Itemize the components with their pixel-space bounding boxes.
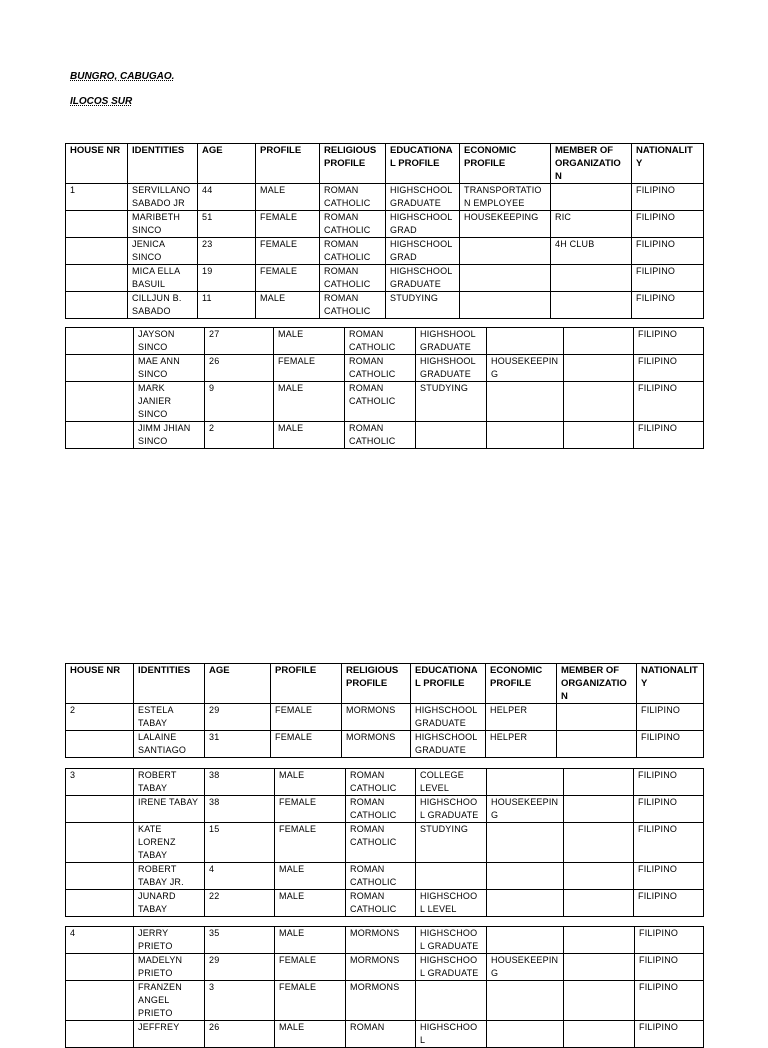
- cell-educational-profile: HIGHSCHOOL GRADUATE: [416, 796, 487, 823]
- cell-nationality: FILIPINO: [634, 422, 704, 449]
- header-identities: IDENTITIES: [128, 144, 198, 184]
- cell-profile: FEMALE: [256, 211, 320, 238]
- cell-age: 11: [198, 292, 256, 319]
- cell-religious-profile: MORMONS: [346, 981, 416, 1021]
- cell-economic-profile: [487, 328, 564, 355]
- cell-economic-profile: [487, 863, 564, 890]
- cell-educational-profile: HIGHSCHOOL LEVEL: [416, 890, 487, 917]
- cell-economic-profile: [487, 981, 564, 1021]
- cell-identities: IRENE TABAY: [134, 796, 205, 823]
- cell-economic-profile: HOUSEKEEPING: [487, 954, 564, 981]
- header-house-nr: HOUSE NR: [66, 144, 128, 184]
- table-row: [66, 823, 704, 863]
- cell-educational-profile: HIGHSCHOOL GRADUATE: [416, 927, 487, 954]
- cell-age: 3: [205, 981, 275, 1021]
- cell-nationality: FILIPINO: [632, 211, 704, 238]
- cell-member-of-organization: [551, 265, 632, 292]
- table-row: [66, 292, 704, 319]
- cell-identities: MARIBETH SINCO: [128, 211, 198, 238]
- cell-economic-profile: HELPER: [486, 731, 557, 758]
- location-line-1: BUNGRO, CABUGAO.: [70, 71, 175, 82]
- cell-educational-profile: [416, 422, 487, 449]
- cell-identities: JUNARD TABAY: [134, 890, 205, 917]
- cell-religious-profile: MORMONS: [342, 704, 411, 731]
- cell-religious-profile: MORMONS: [346, 954, 416, 981]
- cell-age: 9: [205, 382, 274, 422]
- table-row: [66, 981, 704, 1021]
- cell-identities: MAE ANN SINCO: [134, 355, 205, 382]
- cell-religious-profile: ROMAN CATHOLIC: [345, 382, 416, 422]
- cell-nationality: FILIPINO: [634, 796, 704, 823]
- cell-age: 38: [205, 796, 275, 823]
- cell-house-nr: [66, 954, 134, 981]
- cell-age: 44: [198, 184, 256, 211]
- cell-profile: FEMALE: [275, 796, 346, 823]
- cell-identities: JERRY PRIETO: [134, 927, 205, 954]
- cell-economic-profile: [487, 890, 564, 917]
- cell-identities: LALAINE SANTIAGO: [134, 731, 205, 758]
- table-row: [66, 328, 704, 355]
- cell-religious-profile: ROMAN CATHOLIC: [346, 890, 416, 917]
- cell-educational-profile: HIGHSCHOOL GRADUATE: [386, 265, 460, 292]
- cell-age: 31: [205, 731, 271, 758]
- cell-member-of-organization: [551, 292, 632, 319]
- cell-educational-profile: [416, 981, 487, 1021]
- cell-identities: MADELYN PRIETO: [134, 954, 205, 981]
- cell-age: 29: [205, 704, 271, 731]
- cell-member-of-organization: [564, 382, 634, 422]
- cell-age: 27: [205, 328, 274, 355]
- cell-member-of-organization: 4H CLUB: [551, 238, 632, 265]
- table-row: [66, 954, 704, 981]
- cell-economic-profile: TRANSPORTATION EMPLOYEE: [460, 184, 551, 211]
- header-educational-profile: EDUCATIONAL PROFILE: [386, 144, 460, 184]
- cell-house-nr: 2: [66, 704, 134, 731]
- cell-profile: MALE: [275, 1021, 346, 1048]
- cell-educational-profile: STUDYING: [416, 823, 487, 863]
- cell-nationality: FILIPINO: [637, 704, 704, 731]
- cell-profile: MALE: [274, 328, 345, 355]
- header-nationality: NATIONALITY: [637, 664, 704, 704]
- cell-house-nr: 1: [66, 184, 128, 211]
- cell-profile: MALE: [274, 422, 345, 449]
- cell-religious-profile: ROMAN CATHOLIC: [346, 863, 416, 890]
- cell-nationality: FILIPINO: [632, 238, 704, 265]
- cell-house-nr: [66, 292, 128, 319]
- table-row: [66, 890, 704, 917]
- table-row: [66, 1021, 704, 1048]
- cell-educational-profile: HIGHSHOOL GRADUATE: [416, 355, 487, 382]
- cell-religious-profile: MORMONS: [342, 731, 411, 758]
- cell-house-nr: [66, 796, 134, 823]
- cell-nationality: FILIPINO: [634, 355, 704, 382]
- cell-identities: CILLJUN B. SABADO: [128, 292, 198, 319]
- cell-profile: FEMALE: [274, 355, 345, 382]
- cell-religious-profile: ROMAN: [346, 1021, 416, 1048]
- cell-economic-profile: [487, 769, 564, 796]
- cell-identities: KATE LORENZ TABAY: [134, 823, 205, 863]
- cell-profile: MALE: [256, 292, 320, 319]
- cell-educational-profile: HIGHSCHOOL: [416, 1021, 487, 1048]
- cell-economic-profile: [460, 238, 551, 265]
- table-row: [66, 238, 704, 265]
- table-body: [66, 328, 704, 449]
- cell-profile: MALE: [274, 382, 345, 422]
- cell-educational-profile: HIGHSCHOOL GRADUATE: [416, 954, 487, 981]
- cell-age: 22: [205, 890, 275, 917]
- cell-identities: SERVILLANO SABADO JR: [128, 184, 198, 211]
- cell-religious-profile: ROMAN CATHOLIC: [345, 422, 416, 449]
- cell-profile: FEMALE: [256, 265, 320, 292]
- cell-nationality: FILIPINO: [635, 927, 704, 954]
- table-row: [66, 265, 704, 292]
- cell-educational-profile: HIGHSCHOOL GRAD: [386, 238, 460, 265]
- cell-economic-profile: [487, 382, 564, 422]
- cell-nationality: FILIPINO: [634, 863, 704, 890]
- cell-identities: JENICA SINCO: [128, 238, 198, 265]
- table-header-row: [66, 144, 704, 184]
- census-table-5: [65, 926, 704, 1048]
- cell-nationality: FILIPINO: [634, 382, 704, 422]
- census-table-1: [65, 143, 704, 319]
- cell-member-of-organization: [564, 328, 634, 355]
- cell-age: 19: [198, 265, 256, 292]
- cell-identities: MARK JANIER SINCO: [134, 382, 205, 422]
- table-row: [66, 796, 704, 823]
- cell-nationality: FILIPINO: [632, 265, 704, 292]
- header-house-nr: HOUSE NR: [66, 664, 134, 704]
- cell-religious-profile: MORMONS: [346, 927, 416, 954]
- cell-identities: MICA ELLA BASUIL: [128, 265, 198, 292]
- cell-religious-profile: ROMAN CATHOLIC: [346, 796, 416, 823]
- cell-profile: FEMALE: [275, 823, 346, 863]
- cell-economic-profile: [460, 292, 551, 319]
- cell-member-of-organization: [557, 704, 637, 731]
- cell-house-nr: [66, 238, 128, 265]
- cell-member-of-organization: [557, 731, 637, 758]
- cell-economic-profile: [487, 422, 564, 449]
- cell-house-nr: [66, 863, 134, 890]
- cell-age: 15: [205, 823, 275, 863]
- cell-religious-profile: ROMAN CATHOLIC: [346, 823, 416, 863]
- cell-nationality: FILIPINO: [632, 184, 704, 211]
- cell-religious-profile: ROMAN CATHOLIC: [345, 328, 416, 355]
- cell-identities: FRANZEN ANGEL PRIETO: [134, 981, 205, 1021]
- census-table-4: [65, 768, 704, 917]
- cell-profile: MALE: [275, 927, 346, 954]
- cell-economic-profile: [487, 823, 564, 863]
- cell-educational-profile: HIGHSCHOOL GRADUATE: [411, 731, 486, 758]
- cell-age: 35: [205, 927, 275, 954]
- cell-house-nr: [66, 422, 134, 449]
- table-row: [66, 184, 704, 211]
- cell-member-of-organization: [564, 422, 634, 449]
- cell-age: 23: [198, 238, 256, 265]
- cell-member-of-organization: [564, 796, 634, 823]
- cell-nationality: FILIPINO: [634, 769, 704, 796]
- cell-economic-profile: HELPER: [486, 704, 557, 731]
- table-header-row: [66, 664, 704, 704]
- cell-identities: JEFFREY: [134, 1021, 205, 1048]
- cell-member-of-organization: [564, 890, 634, 917]
- cell-age: 29: [205, 954, 275, 981]
- table-row: [66, 704, 704, 731]
- census-table-2: [65, 327, 704, 449]
- header-economic-profile: ECONOMIC PROFILE: [460, 144, 551, 184]
- cell-member-of-organization: [564, 863, 634, 890]
- header-age: AGE: [198, 144, 256, 184]
- cell-religious-profile: ROMAN CATHOLIC: [346, 769, 416, 796]
- cell-member-of-organization: [564, 769, 634, 796]
- cell-identities: JIMM JHIAN SINCO: [134, 422, 205, 449]
- table-body: [66, 769, 704, 917]
- header-religious-profile: RELIGIOUS PROFILE: [320, 144, 386, 184]
- table-row: [66, 422, 704, 449]
- header-age: AGE: [205, 664, 271, 704]
- cell-nationality: FILIPINO: [634, 890, 704, 917]
- cell-profile: FEMALE: [271, 704, 342, 731]
- cell-age: 26: [205, 1021, 275, 1048]
- cell-age: 38: [205, 769, 275, 796]
- cell-religious-profile: ROMAN CATHOLIC: [320, 211, 386, 238]
- cell-economic-profile: HOUSEKEEPING: [487, 355, 564, 382]
- cell-member-of-organization: [564, 355, 634, 382]
- cell-identities: ROBERT TABAY: [134, 769, 205, 796]
- cell-religious-profile: ROMAN CATHOLIC: [320, 265, 386, 292]
- table-body: [66, 664, 704, 758]
- header-identities: IDENTITIES: [134, 664, 205, 704]
- cell-house-nr: [66, 382, 134, 422]
- cell-nationality: FILIPINO: [635, 981, 704, 1021]
- cell-age: 51: [198, 211, 256, 238]
- cell-economic-profile: [487, 927, 564, 954]
- cell-educational-profile: HIGHSCHOOL GRAD: [386, 211, 460, 238]
- table-row: [66, 927, 704, 954]
- cell-educational-profile: COLLEGE LEVEL: [416, 769, 487, 796]
- header-religious-profile: RELIGIOUS PROFILE: [342, 664, 411, 704]
- cell-educational-profile: STUDYING: [416, 382, 487, 422]
- cell-profile: MALE: [256, 184, 320, 211]
- cell-nationality: FILIPINO: [634, 328, 704, 355]
- cell-house-nr: [66, 328, 134, 355]
- census-table-3: [65, 663, 704, 758]
- cell-economic-profile: HOUSEKEEPING: [460, 211, 551, 238]
- cell-profile: MALE: [275, 769, 346, 796]
- cell-profile: MALE: [275, 890, 346, 917]
- cell-nationality: FILIPINO: [635, 1021, 704, 1048]
- cell-profile: MALE: [275, 863, 346, 890]
- header-profile: PROFILE: [271, 664, 342, 704]
- header-member-of-organization: MEMBER OF ORGANIZATION: [557, 664, 637, 704]
- cell-house-nr: [66, 355, 134, 382]
- cell-house-nr: 4: [66, 927, 134, 954]
- cell-profile: FEMALE: [275, 954, 346, 981]
- cell-age: 2: [205, 422, 274, 449]
- table-body: [66, 144, 704, 319]
- location-line-2: ILOCOS SUR: [70, 96, 133, 107]
- cell-educational-profile: STUDYING: [386, 292, 460, 319]
- cell-house-nr: [66, 265, 128, 292]
- cell-member-of-organization: [564, 981, 635, 1021]
- cell-house-nr: [66, 981, 134, 1021]
- table-row: [66, 769, 704, 796]
- cell-nationality: FILIPINO: [637, 731, 704, 758]
- table-body: [66, 927, 704, 1048]
- cell-member-of-organization: [551, 184, 632, 211]
- cell-member-of-organization: [564, 927, 635, 954]
- cell-identities: ROBERT TABAY JR.: [134, 863, 205, 890]
- cell-house-nr: [66, 823, 134, 863]
- cell-educational-profile: HIGHSCHOOL GRADUATE: [386, 184, 460, 211]
- cell-economic-profile: HOUSEKEEPING: [487, 796, 564, 823]
- cell-house-nr: 3: [66, 769, 134, 796]
- cell-member-of-organization: [564, 1021, 635, 1048]
- cell-educational-profile: HIGHSHOOL GRADUATE: [416, 328, 487, 355]
- cell-religious-profile: ROMAN CATHOLIC: [345, 355, 416, 382]
- cell-member-of-organization: [564, 823, 634, 863]
- header-profile: PROFILE: [256, 144, 320, 184]
- cell-nationality: FILIPINO: [632, 292, 704, 319]
- table-row: [66, 863, 704, 890]
- cell-member-of-organization: [564, 954, 635, 981]
- cell-educational-profile: HIGHSCHOOL GRADUATE: [411, 704, 486, 731]
- cell-member-of-organization: RIC: [551, 211, 632, 238]
- table-row: [66, 211, 704, 238]
- cell-religious-profile: ROMAN CATHOLIC: [320, 184, 386, 211]
- cell-profile: FEMALE: [271, 731, 342, 758]
- header-member-of-organization: MEMBER OF ORGANIZATION: [551, 144, 632, 184]
- cell-house-nr: [66, 1021, 134, 1048]
- header-economic-profile: ECONOMIC PROFILE: [486, 664, 557, 704]
- cell-economic-profile: [460, 265, 551, 292]
- cell-religious-profile: ROMAN CATHOLIC: [320, 238, 386, 265]
- cell-age: 4: [205, 863, 275, 890]
- header-nationality: NATIONALITY: [632, 144, 704, 184]
- cell-profile: FEMALE: [256, 238, 320, 265]
- cell-age: 26: [205, 355, 274, 382]
- table-row: [66, 382, 704, 422]
- cell-economic-profile: [487, 1021, 564, 1048]
- cell-house-nr: [66, 731, 134, 758]
- table-row: [66, 355, 704, 382]
- cell-identities: JAYSON SINCO: [134, 328, 205, 355]
- cell-religious-profile: ROMAN CATHOLIC: [320, 292, 386, 319]
- header-educational-profile: EDUCATIONAL PROFILE: [411, 664, 486, 704]
- cell-identities: ESTELA TABAY: [134, 704, 205, 731]
- cell-house-nr: [66, 890, 134, 917]
- cell-profile: FEMALE: [275, 981, 346, 1021]
- cell-nationality: FILIPINO: [634, 823, 704, 863]
- cell-house-nr: [66, 211, 128, 238]
- cell-educational-profile: [416, 863, 487, 890]
- table-row: [66, 731, 704, 758]
- cell-nationality: FILIPINO: [635, 954, 704, 981]
